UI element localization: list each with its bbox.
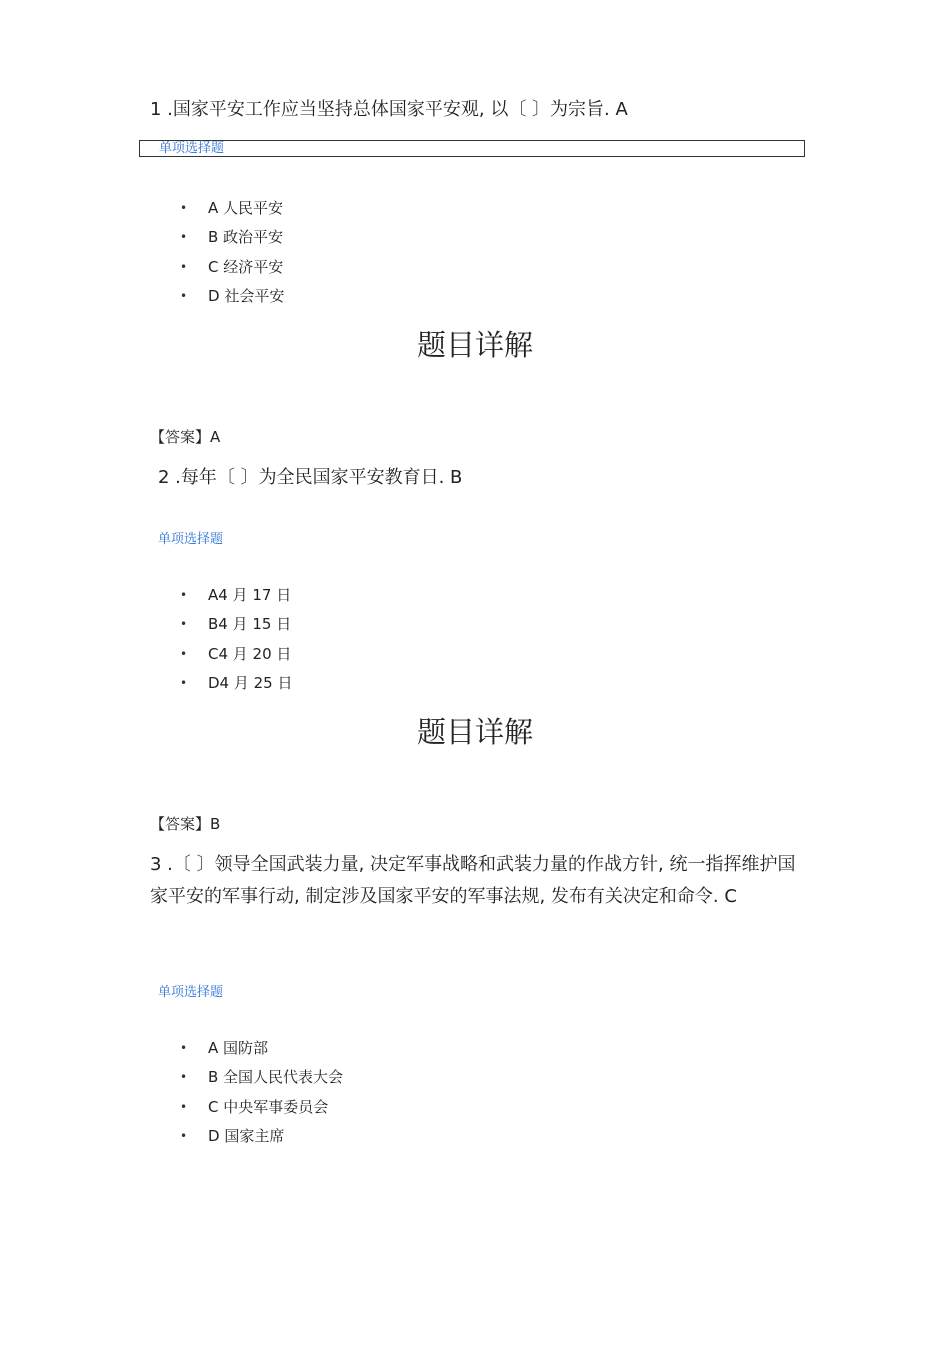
question-2-detail-heading: 题目详解: [416, 715, 533, 749]
bullet-icon: •: [180, 1070, 188, 1085]
bullet-icon: •: [180, 646, 188, 661]
option-item: [180, 258, 284, 287]
bullet-icon: •: [180, 288, 188, 303]
option-label: A 人民平安: [208, 199, 284, 217]
question-1-title: 1 .国家平安工作应当坚持总体国家平安观, 以〔 〕为宗旨. A: [150, 99, 628, 120]
option-item: [180, 287, 284, 316]
question-3-type-label: 单项选择题: [158, 985, 224, 1000]
option-label: D4 月 25 日: [208, 673, 293, 692]
question-1-options: [180, 199, 284, 316]
bullet-icon: •: [180, 1041, 188, 1055]
option-item: [180, 1127, 343, 1156]
question-1-detail-heading: 题目详解: [416, 328, 533, 362]
option-label: C4 月 20 日: [208, 644, 292, 663]
question-2-title: 2 .每年〔 〕为全民国家平安教育日. B: [158, 467, 463, 488]
question-2-type-label: 单项选择题: [158, 532, 224, 547]
option-label: D 国家主席: [208, 1126, 285, 1145]
bullet-icon: •: [180, 588, 188, 602]
option-label: B 全国人民代表大会: [208, 1068, 344, 1087]
question-1-type-label: 单项选择题: [139, 140, 805, 157]
question-2-options: [180, 586, 293, 703]
bullet-icon: •: [180, 230, 188, 245]
question-3-title: 3 .〔 〕领导全国武装力量, 决定军事战略和武装力量的作战方针, 统一指挥维护国家平安的军事行动, 制定涉及国家平安的军事法规, 发布有关决定和命令. C: [150, 854, 796, 907]
option-item: [180, 228, 284, 257]
bullet-icon: •: [180, 1128, 188, 1143]
option-label: A 国防部: [208, 1039, 269, 1057]
option-item: [180, 674, 293, 703]
option-label: A4 月 17 日: [208, 586, 292, 604]
option-item: [180, 199, 284, 228]
bullet-icon: •: [180, 617, 188, 632]
option-item: [180, 1068, 343, 1097]
question-1-answer: 【答案】A: [150, 428, 221, 446]
option-item: [180, 1098, 343, 1127]
option-item: [180, 586, 293, 615]
option-label: B 政治平安: [208, 228, 284, 247]
option-label: B4 月 15 日: [208, 615, 292, 634]
question-3-options: [180, 1039, 343, 1156]
bullet-icon: •: [180, 201, 188, 215]
bullet-icon: •: [180, 675, 188, 690]
option-label: C 中央军事委员会: [208, 1097, 329, 1116]
bullet-icon: •: [180, 259, 188, 274]
option-label: D 社会平安: [208, 286, 285, 305]
option-item: [180, 615, 293, 644]
question-2-answer: 【答案】B: [150, 815, 221, 833]
option-item: [180, 1039, 343, 1068]
bullet-icon: •: [180, 1099, 188, 1114]
option-label: C 经济平安: [208, 257, 284, 276]
option-item: [180, 645, 293, 674]
